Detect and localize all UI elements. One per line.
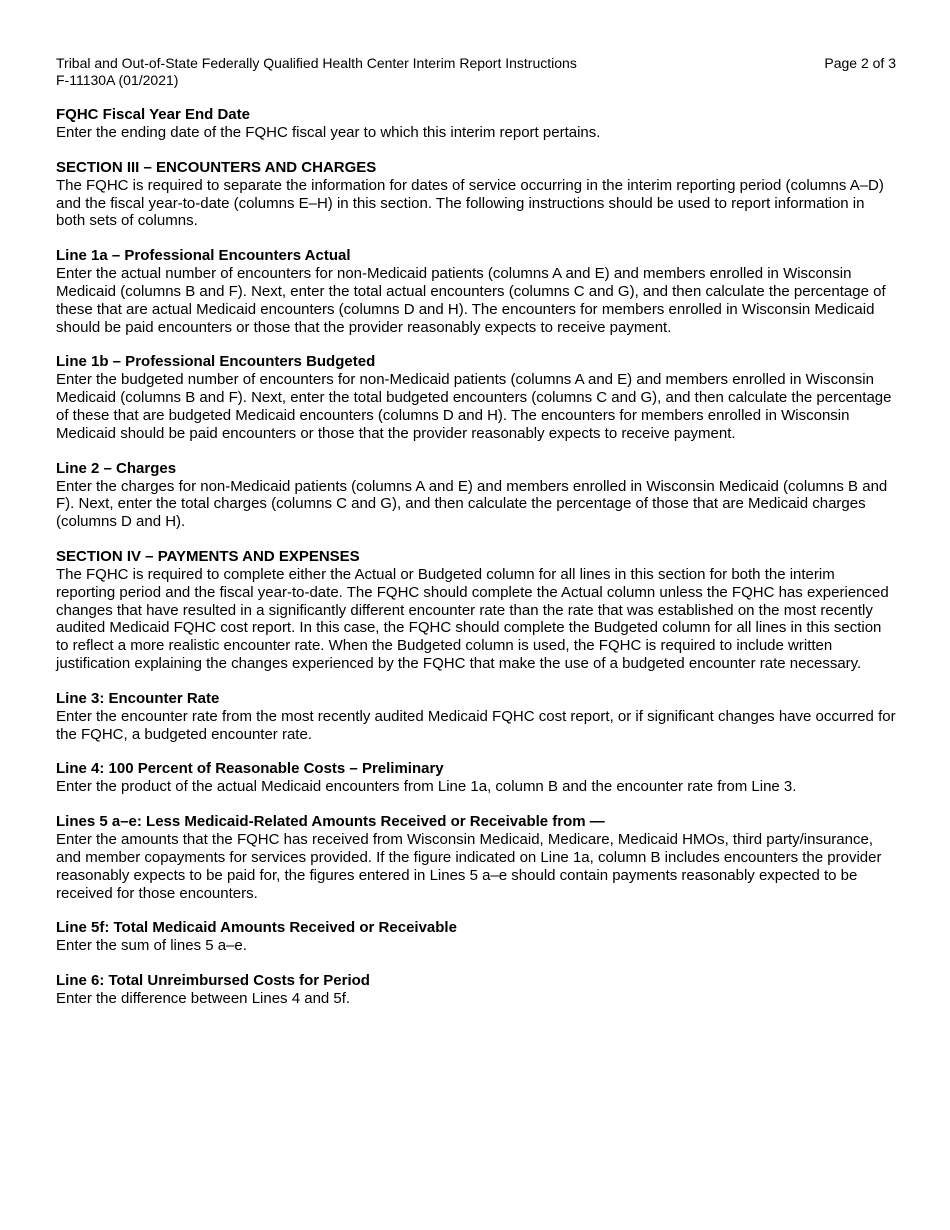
page-header: [56, 55, 896, 89]
section-body: Enter the actual number of encounters for non-Medicaid patients (columns A and E) and members enrolled in Wisconsin Medicaid (columns B and F). Next, enter the total actual encounters (columns C and G), and then calculate the percentage of these that are actual Medicaid encounters (columns D and H). The encounters for members enrolled in Wisconsin Medicaid should be paid encounters or those that the provider reasonably expects to receive payment.: [56, 265, 886, 336]
section-payments-and-expenses: [56, 548, 896, 673]
section-body: Enter the amounts that the FQHC has received from Wisconsin Medicaid, Medicare, Medicaid HMOs, third party/insurance, and member copayments for services provided. If the figure indicated on Line 1a, column B includes encounters the provider reasonably expects to be paid for, the figures entered in Lines 5 a–e should contain payments reasonably expected to be received for those encounters.: [56, 831, 882, 902]
section-heading: Line 1a – Professional Encounters Actual: [56, 247, 351, 265]
section-body: Enter the product of the actual Medicaid encounters from Line 1a, column B and the encounter rate from Line 3.: [56, 778, 797, 796]
section-body: Enter the difference between Lines 4 and 5f.: [56, 990, 351, 1008]
section-body: The FQHC is required to complete either the Actual or Budgeted column for all lines in this section for both the interim reporting period and the fiscal year-to-date. The FQHC should complete the Actual column unless the FQHC has experienced changes that have resulted in a significantly different encounter rate than the rate that was established on the most recently audited Medicaid FQHC cost report. In this case, the FQHC should complete the Budgeted column for all lines in this section to reflect a more realistic encounter rate. When the Budgeted column is used, the FQHC is required to include written justification explaining the changes experienced by the FQHC that make the use of a budgeted encounter rate necessary.: [56, 565, 889, 672]
section-line-1a: [56, 247, 896, 336]
section-line-4: [56, 760, 896, 796]
section-heading: SECTION III – ENCOUNTERS AND CHARGES: [56, 158, 377, 176]
section-body: The FQHC is required to separate the information for dates of service occurring in the interim reporting period (columns A–D) and the fiscal year-to-date (columns E–H) in this section. The following instructions should be used to report information in both sets of columns.: [56, 176, 884, 230]
section-heading: Line 2 – Charges: [56, 459, 177, 477]
section-heading: Line 3: Encounter Rate: [56, 689, 220, 707]
document-page: [56, 55, 896, 1008]
document-title: Tribal and Out-of-State Federally Qualified Health Center Interim Report Instructions: [56, 55, 577, 71]
section-line-5f: [56, 919, 896, 955]
section-fiscal-year-end: [56, 106, 896, 142]
page-number: Page 2 of 3: [824, 55, 896, 71]
section-heading: FQHC Fiscal Year End Date: [56, 106, 250, 123]
section-body: Enter the charges for non-Medicaid patients (columns A and E) and members enrolled in Wisconsin Medicaid (columns B and F). Next, enter the total charges (columns C and G), and then calculate the percentage of those that are Medicaid charges (columns D and H).: [56, 477, 888, 531]
section-line-3: [56, 690, 896, 744]
section-body: Enter the budgeted number of encounters for non-Medicaid patients (columns A and E) and members enrolled in Wisconsin Medicaid (columns B and F). Next, enter the total budgeted encounters (columns C and G), and then calculate the percentage of these that are budgeted Medicaid encounters (columns D and H). The encounters for members enrolled in Wisconsin Medicaid should be paid encounters or those that the provider reasonably expects to receive payment.: [56, 371, 892, 442]
section-body: Enter the ending date of the FQHC fiscal year to which this interim report pertains.: [56, 124, 601, 141]
section-line-1b: [56, 353, 896, 442]
section-heading: Lines 5 a–e: Less Medicaid-Related Amounts Received or Receivable from —: [56, 813, 605, 831]
section-heading: Line 5f: Total Medicaid Amounts Received or Receivable: [56, 919, 457, 937]
section-line-2: [56, 460, 896, 531]
section-heading: Line 6: Total Unreimbursed Costs for Period: [56, 972, 370, 990]
section-heading: SECTION IV – PAYMENTS AND EXPENSES: [56, 547, 360, 565]
section-lines-5a-e: [56, 813, 896, 902]
section-encounters-and-charges: [56, 159, 896, 230]
form-number: F-11130A (01/2021): [56, 72, 179, 88]
section-body: Enter the encounter rate from the most recently audited Medicaid FQHC cost report, or if significant changes have occurred for the FQHC, a budgeted encounter rate.: [56, 707, 896, 743]
section-heading: Line 1b – Professional Encounters Budgeted: [56, 353, 376, 371]
section-heading: Line 4: 100 Percent of Reasonable Costs – Preliminary: [56, 760, 444, 778]
section-line-6: [56, 972, 896, 1008]
section-body: Enter the sum of lines 5 a–e.: [56, 937, 247, 955]
